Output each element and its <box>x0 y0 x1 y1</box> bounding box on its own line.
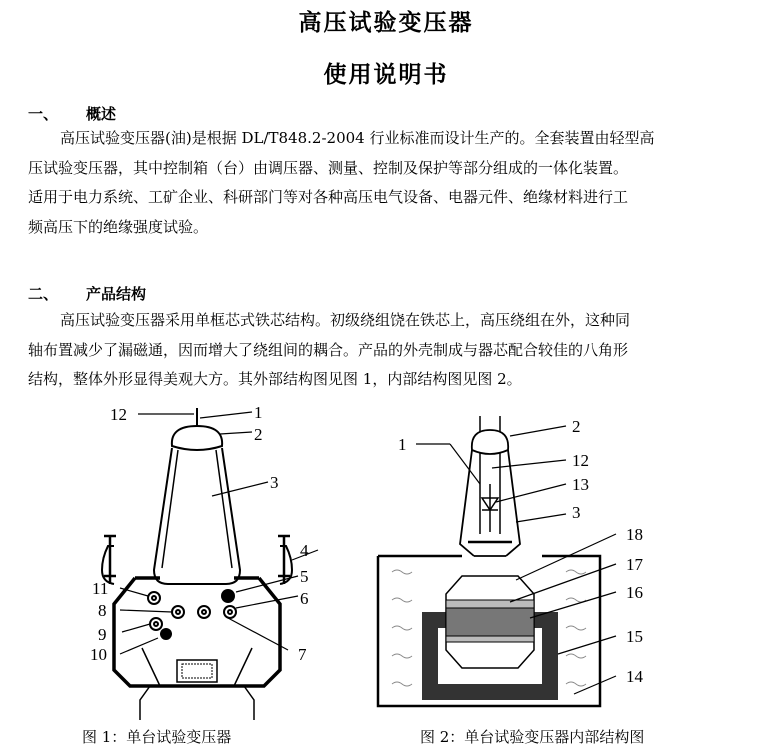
figure-2-label: 2 <box>572 417 581 436</box>
figure-2-label: 17 <box>626 555 643 574</box>
doc-subtitle: 使用说明书 <box>323 62 449 88</box>
figure-1-label: 6 <box>300 589 309 608</box>
figure-1-label: 1 <box>254 403 263 422</box>
figure-2-label: 14 <box>626 667 643 686</box>
section-title: 概述 <box>86 105 117 123</box>
figure-1-external-structure <box>80 398 320 720</box>
section-body-overview <box>28 124 742 242</box>
paragraph-line: 高压试验变压器(油)是根据 DL/T848.2-2004 行业标准而设计生产的。全套装置由轻型高 <box>60 129 655 147</box>
section-heading-overview <box>28 103 116 124</box>
figure-1-label: 7 <box>298 645 307 664</box>
figure-1-label: 2 <box>254 425 263 444</box>
figure-2-caption: 图 2：单台试验变压器内部结构图 <box>420 728 645 746</box>
paragraph-line: 压试验变压器，其中控制箱（台）由调压器、测量、控制及保护等部分组成的一体化装置。 <box>28 158 629 177</box>
figure-1-label: 5 <box>300 567 309 586</box>
doc-title: 高压试验变压器 <box>298 10 474 36</box>
section-number: 二、 <box>28 285 59 303</box>
figure-2-label: 1 <box>398 435 407 454</box>
figure-2-internal-structure <box>370 404 670 712</box>
paragraph-line: 结构，整体外形显得美观大方。其外部结构图见图 1，内部结构图见图 2。 <box>28 370 522 388</box>
figure-2-label: 13 <box>572 475 589 494</box>
figure-1-label: 11 <box>92 579 109 598</box>
section-title: 产品结构 <box>86 285 147 303</box>
figure-2-label: 18 <box>626 525 643 544</box>
figure-1-label: 9 <box>98 625 107 644</box>
paragraph-line: 适用于电力系统、工矿企业、科研部门等对各种高压电气设备、电器元件、绝缘材料进行工 <box>28 188 629 206</box>
paragraph-line: 频高压下的绝缘强度试验。 <box>28 217 209 236</box>
figure-1-label: 12 <box>110 405 127 424</box>
figure-2-label: 15 <box>626 627 643 646</box>
figure-1-label: 10 <box>90 645 107 664</box>
figure-2-label: 3 <box>572 503 581 522</box>
section-heading-structure <box>28 283 146 304</box>
paragraph-line: 高压试验变压器采用单框芯式铁芯结构。初级绕组饶在铁芯上，高压绕组在外，这种同 <box>60 311 631 329</box>
section-body-structure <box>28 306 742 395</box>
figure-2-label: 12 <box>572 451 589 470</box>
figure-1-label: 4 <box>300 541 309 560</box>
section-number: 一、 <box>28 105 59 123</box>
figure-2-label: 16 <box>626 583 643 602</box>
figure-1-label: 3 <box>270 473 279 492</box>
figure-1-caption: 图 1：单台试验变压器 <box>82 728 232 746</box>
figure-1-label: 8 <box>98 601 107 620</box>
paragraph-line: 轴布置减少了漏磁通，因而增大了绕组间的耦合。产品的外壳制成与器芯配合较佳的八角形 <box>28 340 629 359</box>
